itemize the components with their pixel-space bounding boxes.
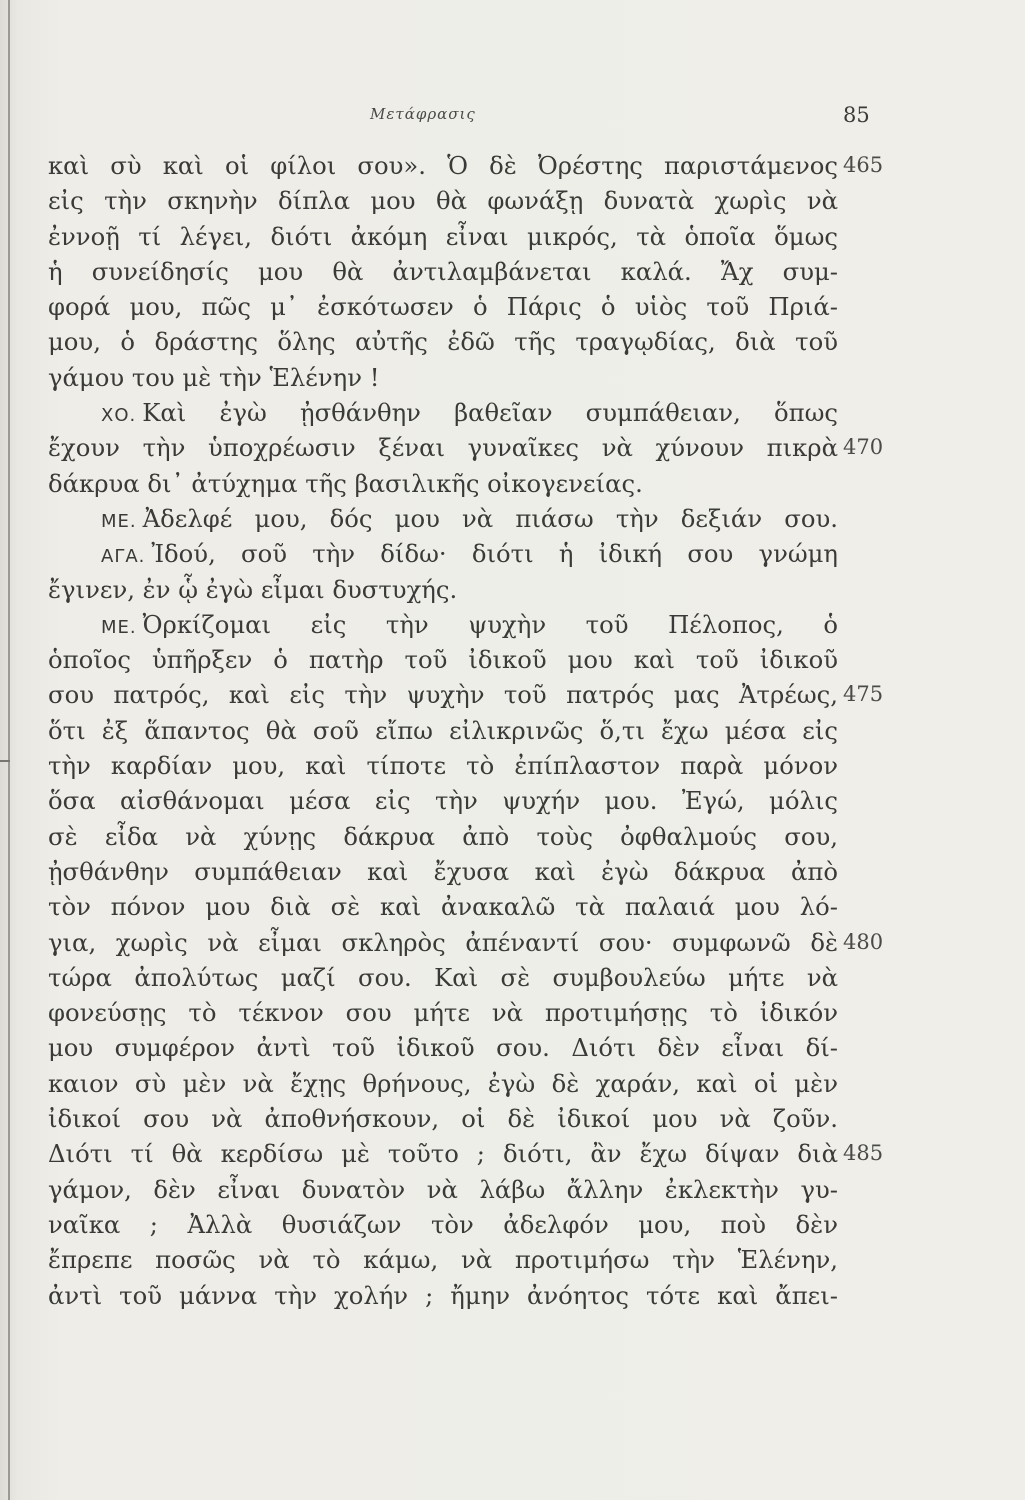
line-text: ὅσα αἰσθάνομαι μέσα εἰς τὴν ψυχήν μου. Ἐγώ, μόλις	[48, 786, 838, 816]
text-line	[48, 677, 884, 712]
text-line	[48, 254, 838, 289]
text-line	[48, 1066, 838, 1101]
text-line	[48, 960, 838, 995]
text-line	[48, 607, 838, 642]
line-text: σὲ εἶδα νὰ χύνῃς δάκρυα ἀπὸ τοὺς ὀφθαλμούς σου,	[48, 821, 838, 851]
text-line	[48, 572, 838, 607]
line-text: Διότι τί θὰ κερδίσω μὲ τοῦτο ; διότι, ἂν ἔχω δίψαν διὰ	[48, 1139, 838, 1169]
text-line	[48, 1242, 838, 1277]
verse-line-number: 475	[843, 682, 884, 707]
line-text: γάμον, δὲν εἶναι δυνατὸν νὰ λάβω ἄλλην ἐκλεκτὴν γυ-	[48, 1174, 838, 1204]
line-text: Καὶ ἐγὼ ᾐσθάνθην βαθεῖαν συμπάθειαν, ὅπως	[142, 398, 838, 428]
line-text: Ἀδελφέ μου, δός μου νὰ πιάσω τὴν δεξιάν σου.	[142, 503, 838, 533]
text-line	[48, 889, 838, 924]
line-text: ᾐσθάνθην συμπάθειαν καὶ ἔχυσα καὶ ἐγὼ δάκρυα ἀπὸ	[48, 856, 838, 886]
speaker-label: ΧΟ.	[101, 405, 137, 427]
text-line	[48, 183, 838, 218]
text-line	[48, 219, 838, 254]
page-number: 85	[843, 103, 870, 127]
text-line	[48, 819, 838, 854]
line-text: ἡ συνείδησίς μου θὰ ἀντιλαμβάνεται καλά. Ἄχ συμ-	[48, 256, 838, 286]
line-text: μου, ὁ δράστης ὅλης αὐτῆς ἐδῶ τῆς τραγῳδίας, διὰ τοῦ	[48, 327, 838, 357]
line-text: Ἰδού, σοῦ τὴν δίδω· διότι ἡ ἰδική σου γνώμη	[151, 539, 838, 569]
text-line	[48, 360, 838, 395]
line-text: ἔχουν τὴν ὑποχρέωσιν ξέναι γυναῖκες νὰ χύνουν πικρὰ	[48, 433, 838, 463]
text-line	[48, 642, 838, 677]
text-line	[48, 748, 838, 783]
line-text: τὴν καρδίαν μου, καὶ τίποτε τὸ ἐπίπλαστον παρὰ μόνον	[48, 751, 838, 781]
text-line	[48, 854, 838, 889]
text-line	[48, 1172, 838, 1207]
line-text: για, χωρὶς νὰ εἶμαι σκληρὸς ἀπέναντί σου· συμφωνῶ δὲ	[48, 927, 838, 957]
text-line	[48, 783, 838, 818]
text-line	[48, 395, 838, 430]
text-line	[48, 466, 838, 501]
line-text: ἔπρεπε ποσῶς νὰ τὸ κάμω, νὰ προτιμήσω τὴν Ἑλένην,	[48, 1245, 838, 1275]
text-line	[48, 148, 884, 183]
verse-line-number: 485	[843, 1141, 884, 1166]
body-text	[48, 148, 884, 1313]
text-line	[48, 1030, 838, 1065]
line-text: ἔγινεν, ἐν ᾧ ἐγὼ εἶμαι δυστυχής.	[48, 574, 458, 604]
text-line	[48, 1101, 838, 1136]
verse-line-number: 465	[843, 153, 884, 177]
text-line	[48, 289, 838, 324]
binding-edge	[8, 0, 10, 1500]
running-head-title: Μετάφρασις	[370, 105, 476, 123]
line-text: γάμου του μὲ τὴν Ἑλένην !	[48, 362, 380, 392]
text-line	[48, 1278, 838, 1313]
line-text: ἐννοῇ τί λέγει, διότι ἀκόμη εἶναι μικρός, τὰ ὁποῖα ὅμως	[48, 221, 838, 251]
text-line	[48, 925, 884, 960]
line-text: Ὀρκίζομαι εἰς τὴν ψυχὴν τοῦ Πέλοπος, ὁ	[142, 609, 838, 639]
text-line	[48, 536, 838, 571]
line-text: καιον σὺ μὲν νὰ ἔχῃς θρήνους, ἐγὼ δὲ χαράν, καὶ οἱ μὲν	[48, 1068, 838, 1098]
line-text: δάκρυα δι᾽ ἀτύχημα τῆς βασιλικῆς οἰκογενείας.	[48, 468, 643, 498]
line-text: φονεύσῃς τὸ τέκνον σου μήτε νὰ προτιμήσῃς τὸ ἰδικόν	[48, 998, 838, 1028]
line-text: ὅτι ἐξ ἅπαντος θὰ σοῦ εἴπω εἰλικρινῶς ὅ,τι ἔχω μέσα εἰς	[48, 715, 838, 745]
line-text: ἀντὶ τοῦ μάννα τὴν χολήν ; ἤμην ἀνόητος τότε καὶ ἄπει-	[48, 1280, 838, 1310]
text-line	[48, 995, 838, 1030]
text-line	[48, 1136, 884, 1171]
line-text: σου πατρός, καὶ εἰς τὴν ψυχὴν τοῦ πατρός μας Ἀτρέως,	[48, 680, 838, 710]
line-text: τὸν πόνον μου διὰ σὲ καὶ ἀνακαλῶ τὰ παλαιά μου λό-	[48, 892, 838, 922]
speaker-label: ΜΕ.	[101, 510, 137, 532]
text-line	[48, 1207, 838, 1242]
speaker-label: ΑΓΑ.	[101, 546, 146, 568]
line-text: τώρα ἀπολύτως μαζί σου. Καὶ σὲ συμβουλεύω μήτε νὰ	[48, 962, 838, 992]
line-text: εἰς τὴν σκηνὴν δίπλα μου θὰ φωνάξῃ δυνατὰ χωρὶς νὰ	[48, 186, 838, 216]
line-text: ἰδικοί σου νὰ ἀποθνήσκουν, οἱ δὲ ἰδικοί μου νὰ ζοῦν.	[48, 1104, 838, 1134]
verse-line-number: 480	[843, 929, 884, 954]
text-line	[48, 501, 838, 536]
text-line	[48, 324, 838, 359]
line-text: φορά μου, πῶς μ᾽ ἐσκότωσεν ὁ Πάρις ὁ υἱὸς τοῦ Πριά-	[48, 292, 838, 322]
text-line	[48, 713, 838, 748]
line-text: μου συμφέρον ἀντὶ τοῦ ἰδικοῦ σου. Διότι δὲν εἶναι δί-	[48, 1033, 838, 1063]
text-line	[48, 430, 884, 465]
binding-mark	[0, 760, 10, 762]
verse-line-number: 470	[843, 435, 884, 460]
speaker-label: ΜΕ.	[101, 616, 137, 638]
line-text: καὶ σὺ καὶ οἱ φίλοι σου». Ὁ δὲ Ὀρέστης παριστάμενος	[48, 151, 838, 180]
line-text: ὁποῖος ὑπῆρξεν ὁ πατὴρ τοῦ ἰδικοῦ μου καὶ τοῦ ἰδικοῦ	[48, 645, 838, 675]
line-text: ναῖκα ; Ἀλλὰ θυσιάζων τὸν ἀδελφόν μου, ποὺ δὲν	[48, 1209, 838, 1239]
running-head	[0, 103, 1025, 133]
